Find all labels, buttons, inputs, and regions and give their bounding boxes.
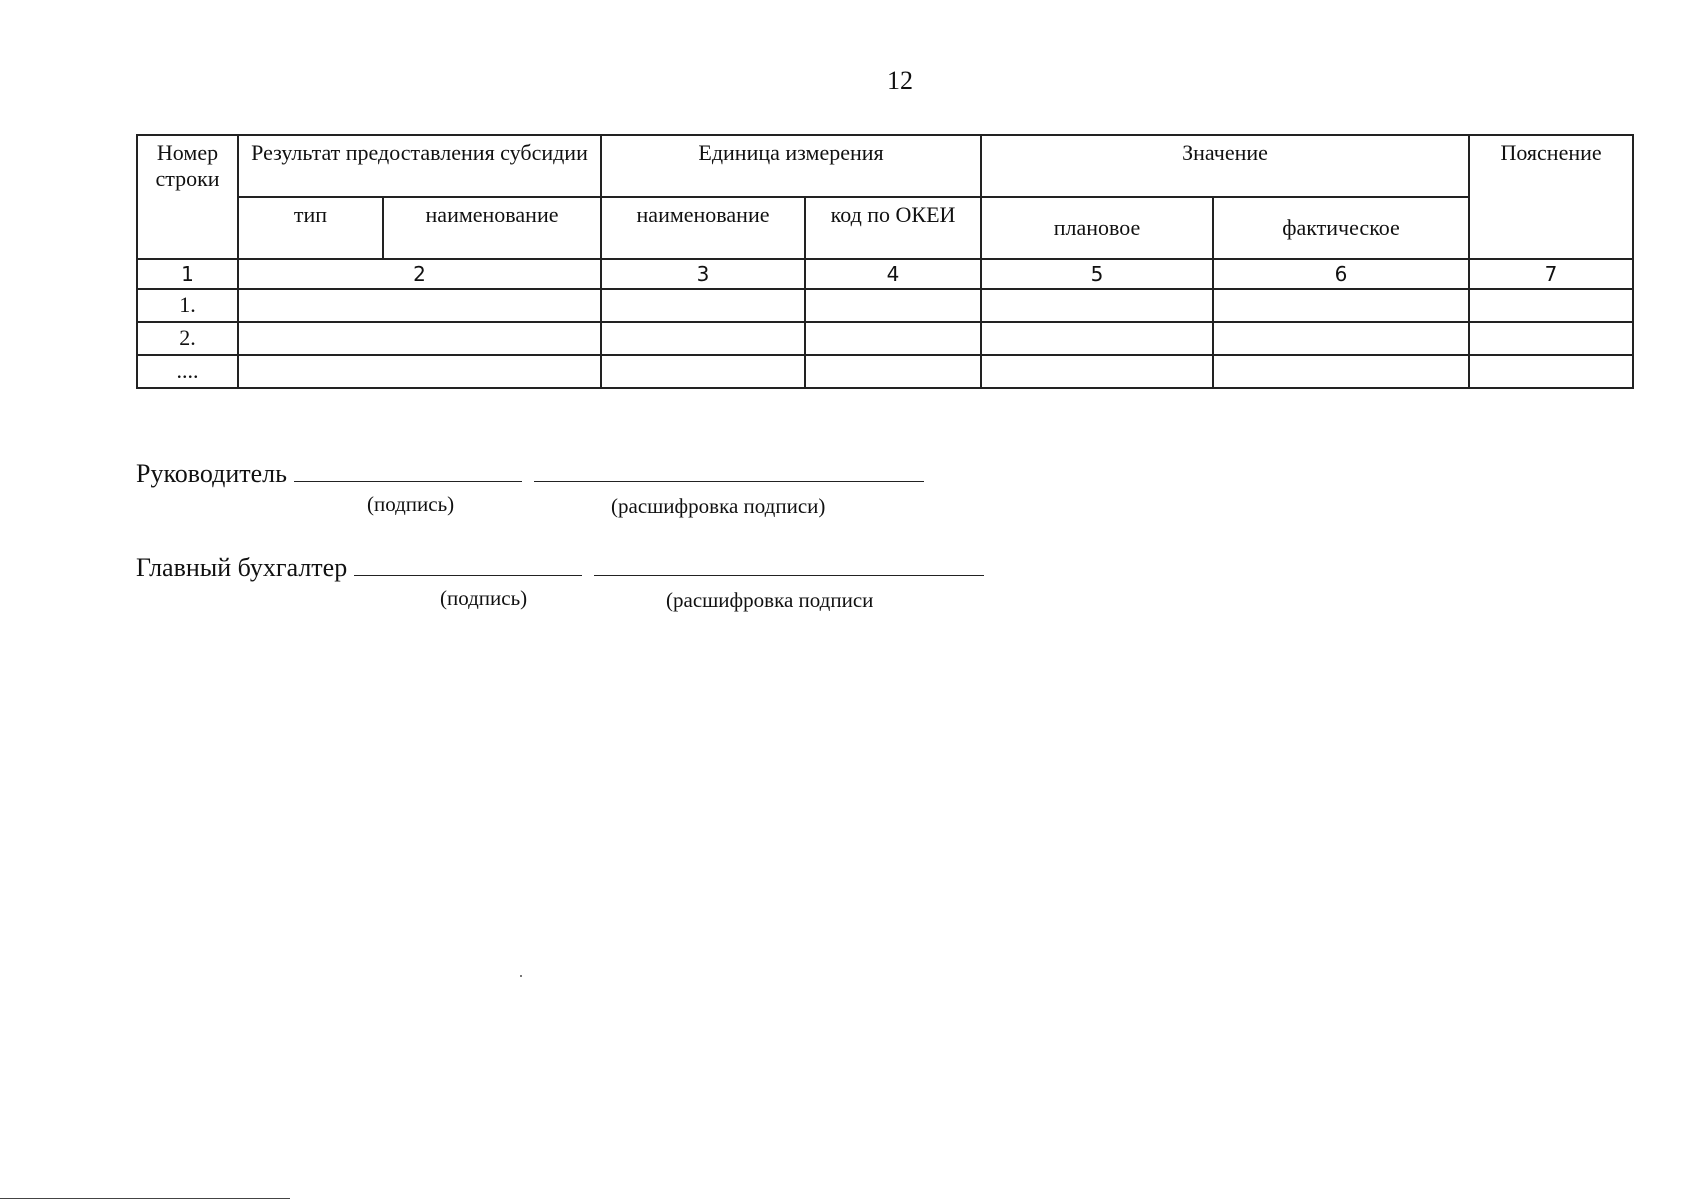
result-cell[interactable] bbox=[238, 355, 601, 388]
header-row-2 bbox=[137, 197, 1633, 259]
row-number-cell: .... bbox=[137, 355, 238, 388]
column-number-5: 5 bbox=[981, 259, 1213, 289]
okei-code-cell[interactable] bbox=[805, 322, 981, 355]
header-unit: Единица измерения bbox=[601, 135, 981, 197]
head-decoding-field[interactable] bbox=[534, 459, 924, 482]
table-row bbox=[137, 289, 1633, 322]
row-number-cell: 2. bbox=[137, 322, 238, 355]
header-type: тип bbox=[238, 197, 383, 259]
header-value: Значение bbox=[981, 135, 1469, 197]
unit-name-cell[interactable] bbox=[601, 322, 805, 355]
header-actual: фактическое bbox=[1213, 197, 1469, 259]
chief-accountant-signature-field[interactable] bbox=[354, 553, 582, 576]
planned-cell[interactable] bbox=[981, 289, 1213, 322]
column-number-4: 4 bbox=[805, 259, 981, 289]
result-cell[interactable] bbox=[238, 289, 601, 322]
header-unit-name: наименование bbox=[601, 197, 805, 259]
explanation-cell[interactable] bbox=[1469, 355, 1633, 388]
column-number-1: 1 bbox=[137, 259, 238, 289]
explanation-cell[interactable] bbox=[1469, 289, 1633, 322]
chief-accountant-label: Главный бухгалтер bbox=[136, 553, 348, 582]
column-numbers-row bbox=[137, 259, 1633, 289]
row-number-cell: 1. bbox=[137, 289, 238, 322]
chief-accountant-decoding-caption: (расшифровка подписи bbox=[666, 588, 874, 612]
planned-cell[interactable] bbox=[981, 322, 1213, 355]
actual-cell[interactable] bbox=[1213, 322, 1469, 355]
scan-speck bbox=[520, 975, 522, 977]
unit-name-cell[interactable] bbox=[601, 289, 805, 322]
unit-name-cell[interactable] bbox=[601, 355, 805, 388]
actual-cell[interactable] bbox=[1213, 289, 1469, 322]
chief-accountant-decoding-field[interactable] bbox=[594, 553, 984, 576]
head-signature-caption: (подпись) bbox=[367, 492, 455, 516]
result-cell[interactable] bbox=[238, 322, 601, 355]
table-row bbox=[137, 322, 1633, 355]
okei-code-cell[interactable] bbox=[805, 289, 981, 322]
column-number-7: 7 bbox=[1469, 259, 1633, 289]
head-signature-line bbox=[136, 459, 924, 489]
header-row-1 bbox=[137, 135, 1633, 197]
column-number-3: 3 bbox=[601, 259, 805, 289]
actual-cell[interactable] bbox=[1213, 355, 1469, 388]
subsidy-results-table bbox=[136, 134, 1634, 389]
table-row bbox=[137, 355, 1633, 388]
header-explanation: Пояснение bbox=[1469, 135, 1633, 259]
planned-cell[interactable] bbox=[981, 355, 1213, 388]
column-number-6: 6 bbox=[1213, 259, 1469, 289]
header-planned: плановое bbox=[981, 197, 1213, 259]
header-okei-code: код по ОКЕИ bbox=[805, 197, 981, 259]
footnote-divider bbox=[0, 1198, 290, 1199]
page-number: 12 bbox=[887, 66, 913, 95]
head-signature-field[interactable] bbox=[294, 459, 522, 482]
head-decoding-caption: (расшифровка подписи) bbox=[611, 494, 826, 518]
chief-accountant-signature-line bbox=[136, 553, 984, 583]
header-result-name: наименование bbox=[383, 197, 601, 259]
okei-code-cell[interactable] bbox=[805, 355, 981, 388]
explanation-cell[interactable] bbox=[1469, 322, 1633, 355]
header-result: Результат предоставления субсидии bbox=[238, 135, 601, 197]
head-label: Руководитель bbox=[136, 459, 287, 488]
header-row-number: Номер строки bbox=[137, 135, 238, 259]
column-number-2: 2 bbox=[238, 259, 601, 289]
chief-accountant-signature-caption: (подпись) bbox=[440, 586, 528, 610]
